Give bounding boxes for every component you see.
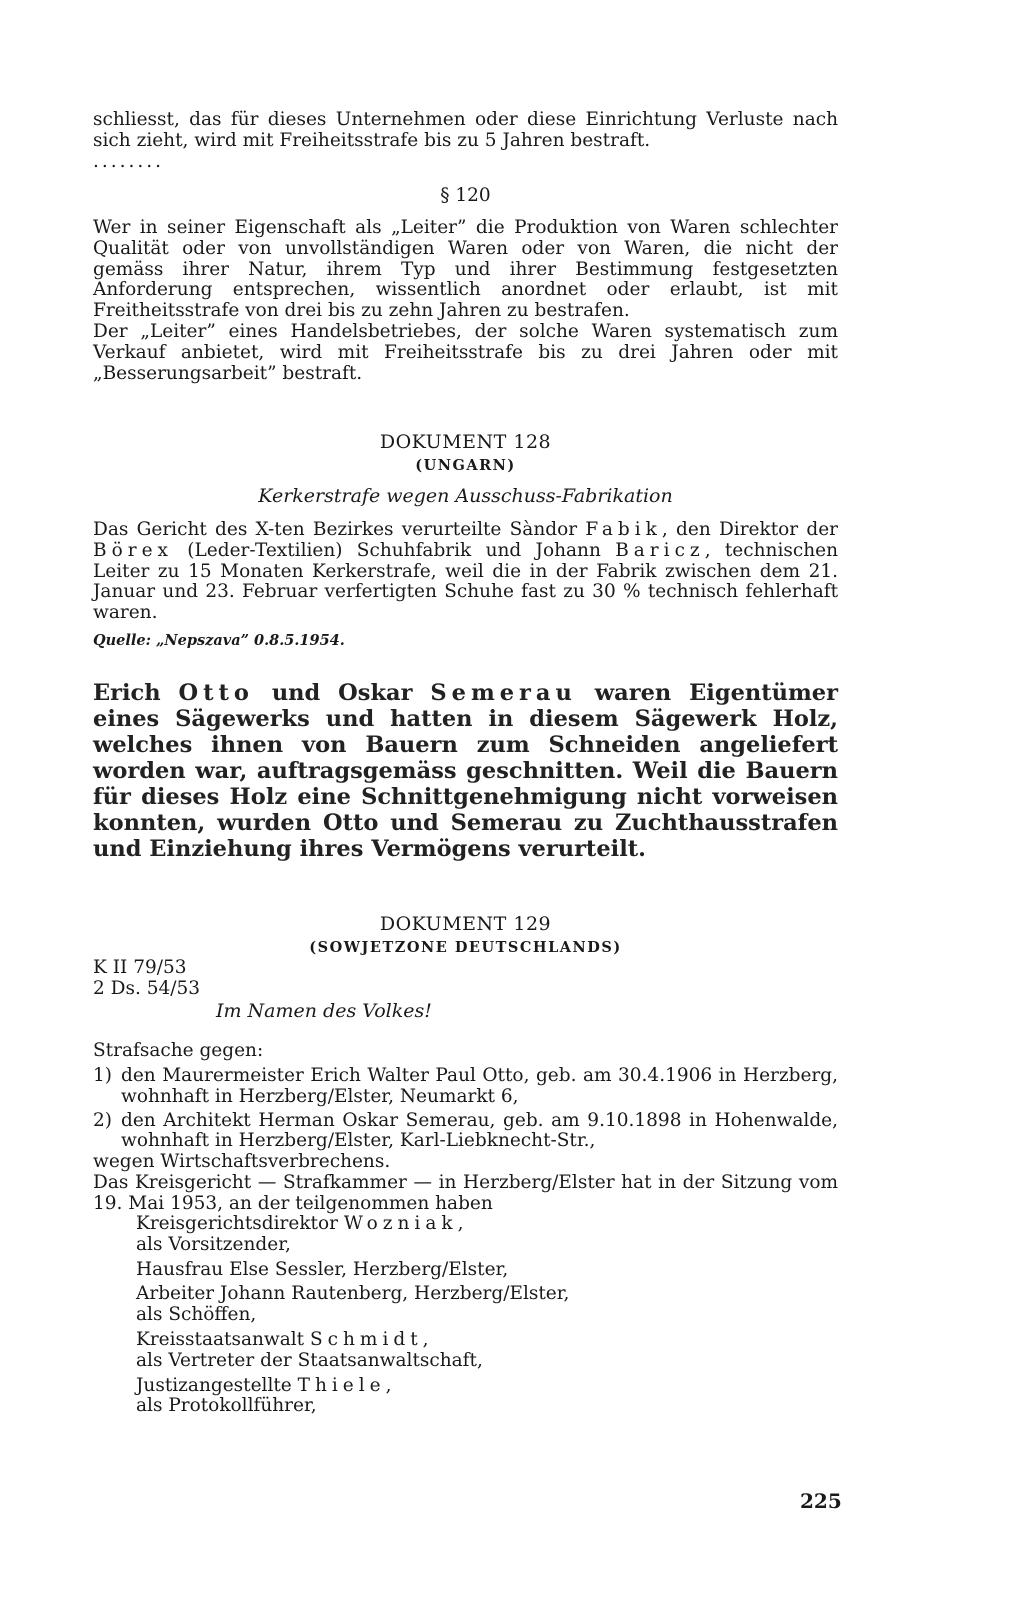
member-title: Kreisgerichtsdirektor: [136, 1213, 344, 1234]
ellipsis: ........: [93, 150, 165, 172]
court-session: Das Kreisgericht — Strafkammer — in Herzberg/Elster hat in der Sitzung vom 19. Mai 1953, an der teilgenommen haben: [93, 1171, 838, 1214]
list-text: den Maurermeister Erich Walter Paul Otto, geb. am 30.4.1906 in Herzberg, wohnhaft in Herzberg/Elster, Neumarkt 6,: [121, 1065, 838, 1107]
text-span: Erich: [93, 680, 179, 706]
list-number: 1): [93, 1065, 112, 1086]
document-128-country: (UNGARN): [415, 457, 516, 474]
member-3-role: als Schöffen,: [136, 1304, 257, 1326]
member-1-role: als Vorsitzender,: [136, 1233, 291, 1255]
text-span: , technischen Leiter zu 15 Monaten Kerkerstrafe, weil die in der Fabrik zwischen dem 21. Januar und 23. Februar verfertigten Schuhe fast zu 30 % technisch fehlerhaft waren.: [93, 539, 838, 624]
spaced-name: Thiele: [297, 1374, 386, 1396]
spaced-name: Börex: [93, 539, 173, 561]
list-item: [93, 1066, 838, 1108]
reference-1: K II 79/53: [93, 957, 187, 978]
spaced-name: Otto: [178, 680, 254, 706]
member-title: Kreisstaatsanwalt: [136, 1328, 310, 1350]
list-number: 2): [93, 1109, 112, 1131]
text-span: Das Gericht des X-ten Bezirkes verurteilte Sàndor: [93, 519, 586, 540]
page-number: 225: [800, 1489, 842, 1513]
member-4: Kreisstaatsanwalt Schmidt,: [136, 1328, 429, 1350]
paragraph-text: schliesst, das für dieses Unternehmen oder diese Einrichtung Verluste nach sich zieht, wird mit Freiheitsstrafe bis zu 5 Jahren bestraft.: [93, 109, 838, 151]
defendant-list: [93, 1066, 838, 1215]
document-129-title: DOKUMENT 129: [379, 913, 552, 935]
text-span: , den Direktor der: [661, 519, 839, 540]
text-span: (Leder-Textilien) Schuhfabrik und Johann: [172, 539, 616, 561]
list-item: [93, 1111, 838, 1153]
member-4-role: als Vertreter der Staatsanwaltschaft,: [136, 1349, 483, 1371]
spaced-name: Schmidt: [309, 1328, 423, 1350]
reference-2: 2 Ds. 54/53: [93, 978, 201, 999]
member-5: Justizangestellte Thiele,: [136, 1374, 392, 1396]
strafsache-label: Strafsache gegen:: [93, 1040, 264, 1061]
commentary-paragraph: [93, 680, 838, 862]
continuation-paragraph: [93, 110, 838, 172]
member-3: Arbeiter Johann Rautenberg, Herzberg/Elster,: [136, 1283, 570, 1305]
verdict-heading: Im Namen des Volkes!: [216, 1000, 432, 1022]
text-span: und Oskar: [253, 680, 431, 706]
document-128-title: DOKUMENT 128: [379, 431, 552, 453]
case-references: [93, 957, 838, 999]
section-120-body: [93, 218, 838, 384]
charge-line: wegen Wirtschaftsverbrechens.: [93, 1151, 391, 1173]
document-128-subtitle: Kerkerstrafe wegen Ausschuss-Fabrikation: [258, 485, 673, 507]
section-120-paragraph-1: Wer in seiner Eigenschaft als „Leiter” die Produktion von Waren schlechter Qualität oder von unvollständigen Waren oder von Waren, die nicht der gemäss ihrer Natur, ihrem Typ und ihrer Bestimmung festgesetzten Anforderung entsprechen, wissentlich anordnet oder erlaubt, ist mit Freitheitsstrafe von drei bis zu zehn Jahren zu bestrafen.: [93, 217, 838, 322]
section-120-paragraph-2: Der „Leiter” eines Handelsbetriebes, der solche Waren systematisch zum Verkauf anbietet, wird mit Freiheitsstrafe bis zu drei Jahren oder mit „Besserungsarbeit” bestraft.: [93, 320, 838, 384]
spaced-name: Wozniak: [343, 1213, 458, 1234]
court-members: [136, 1214, 696, 1417]
spaced-name: Fabik: [585, 519, 662, 540]
section-heading: § 120: [440, 185, 491, 206]
commentary-block: [93, 680, 838, 862]
member-1: Kreisgerichtsdirektor Wozniak,: [136, 1213, 464, 1234]
text-span: waren Eigentümer eines Sägewerks und hatten in diesem Sägewerk Holz, welches ihnen von Bauern zum Schneiden angeliefert worden war, auftragsgemäss geschnitten. Weil die Bauern für dieses Holz eine Schnittgenehmigung nicht vorweisen konnten, wurden Otto und Semerau zu Zuchthausstrafen und Einziehung ihres Vermögens verurteilt.: [93, 680, 838, 862]
list-text: den Architekt Herman Oskar Semerau, geb. am 9.10.1898 in Hohenwalde, wohnhaft in Herzberg/Elster, Karl-Liebknecht-Str.,: [121, 1109, 838, 1152]
document-129-country: (SOWJETZONE DEUTSCHLANDS): [309, 939, 622, 956]
spaced-name: Baricz: [615, 539, 705, 561]
document-128-paragraph: [93, 520, 838, 624]
member-title: Justizangestellte: [136, 1374, 298, 1396]
spaced-name: Semerau: [430, 680, 577, 706]
member-2: Hausfrau Else Sessler, Herzberg/Elster,: [136, 1258, 509, 1280]
case-header: [93, 1040, 838, 1061]
document-128-source: Quelle: „Nepszava” 0.8.5.1954.: [93, 632, 345, 649]
member-5-role: als Protokollführer,: [136, 1395, 317, 1417]
document-128-body: [93, 520, 838, 624]
